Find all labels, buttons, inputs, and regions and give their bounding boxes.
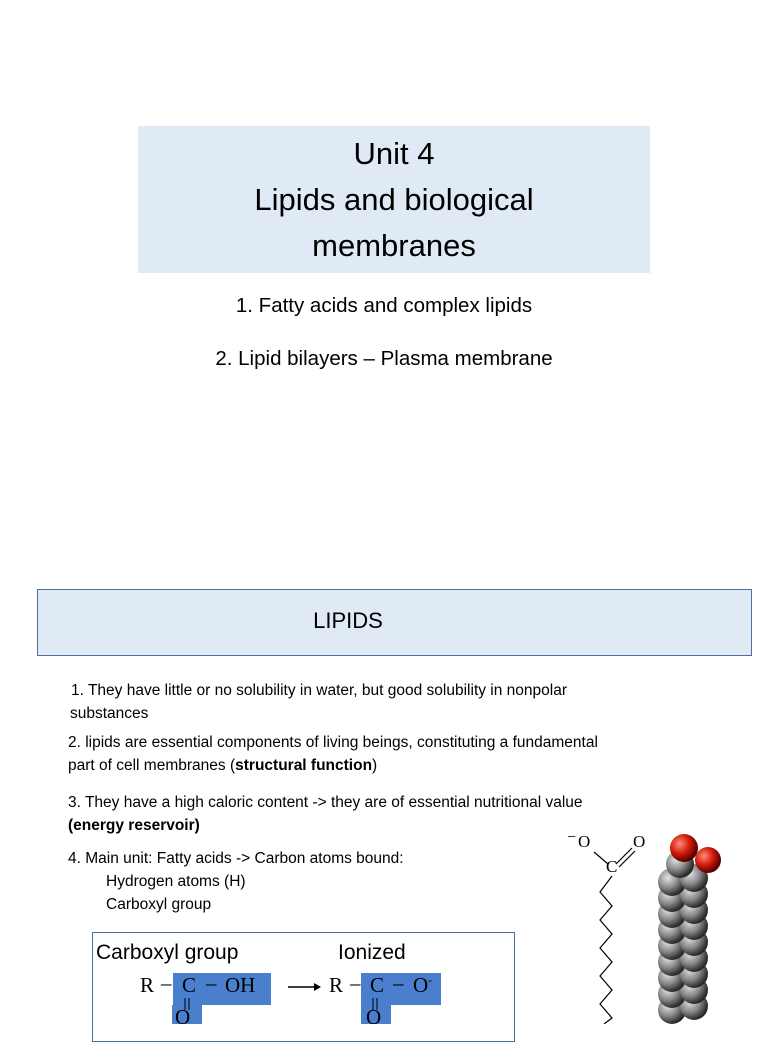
point-4-line-2: Hydrogen atoms (H)	[106, 873, 246, 890]
point-4-line-1: 4. Main unit: Fatty acids -> Carbon atoms bound:	[68, 850, 404, 867]
eq-dash-3: –	[350, 971, 361, 995]
point-3-line-2: (energy reservoir)	[68, 817, 200, 834]
carbon-chain-atoms	[658, 850, 708, 1024]
reaction-arrow-icon	[288, 981, 322, 993]
point-2-line-1: 2. lipids are essential components of living beings, constituting a fundamental	[68, 734, 598, 751]
fatty-acid-skeletal-structure	[560, 840, 660, 1024]
eq-o-1: O	[175, 1005, 191, 1029]
point-2-pre: part of cell membranes (	[68, 757, 236, 774]
double-bond-2	[368, 998, 382, 1010]
ionized-label: Ionized	[338, 941, 406, 964]
struct-o-right: O	[633, 832, 646, 851]
point-3-line-1: 3. They have a high caloric content -> they are of essential nutritional value	[68, 794, 583, 811]
outline-item-1: 1. Fatty acids and complex lipids	[235, 294, 533, 317]
eq-minus-sup: -	[428, 973, 433, 987]
point-1-line-2: substances	[70, 705, 149, 722]
outline-item-2: 2. Lipid bilayers – Plasma membrane	[215, 347, 553, 370]
eq-o-minus	[413, 973, 432, 998]
carboxyl-label: Carboxyl group	[96, 941, 239, 964]
title-line-1: Unit 4	[353, 136, 435, 171]
lipids-heading: LIPIDS	[313, 608, 383, 633]
double-bond-1	[180, 998, 194, 1010]
eq-r-2: R	[329, 973, 344, 997]
eq-r-1: R	[140, 973, 155, 997]
eq-dash-1: –	[161, 971, 172, 995]
title-box	[138, 126, 650, 273]
point-2-bold: structural function	[235, 757, 373, 774]
eq-oh: OH	[225, 973, 256, 997]
struct-c: C	[606, 857, 618, 876]
point-2-line-2	[68, 754, 377, 777]
lipids-heading-box	[37, 589, 752, 656]
eq-o-2: O	[366, 1005, 382, 1029]
eq-c-1: C	[182, 973, 197, 997]
eq-c-2: C	[370, 973, 385, 997]
point-1-line-1: 1. They have little or no solubility in water, but good solubility in nonpolar	[71, 682, 568, 699]
struct-o-left: O	[578, 832, 591, 851]
eq-dash-4: –	[393, 971, 404, 995]
struct-minus: −	[567, 829, 577, 846]
eq-o-minus-letter: O	[413, 973, 429, 997]
title-line-2: Lipids and biological	[254, 182, 534, 217]
point-4-line-3: Carboxyl group	[106, 896, 212, 913]
eq-dash-2: –	[206, 971, 217, 995]
point-2-post: )	[372, 757, 378, 774]
title-line-3: membranes	[312, 228, 476, 263]
space-filling-model	[650, 828, 730, 1024]
